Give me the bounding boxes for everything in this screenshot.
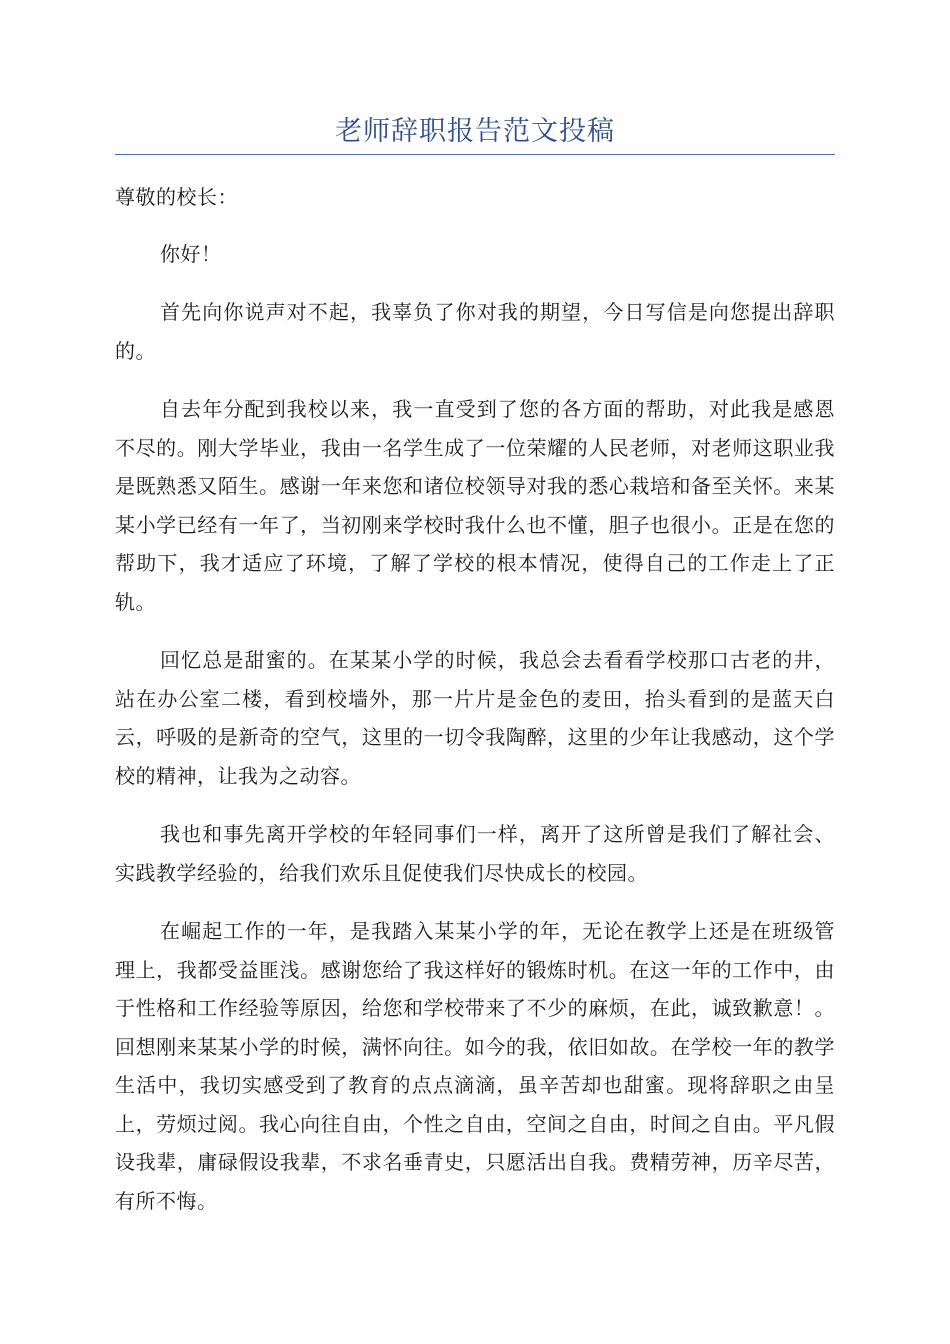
document-title: 老师辞职报告范文投稿 — [335, 116, 615, 147]
paragraph-leaving: 我也和事先离开学校的年轻同事们一样，离开了这所曾是我们了解社会、实践教学经验的，给我们欢乐且促使我们尽快成长的校园。 — [115, 822, 835, 885]
paragraph-memories: 回忆总是甜蜜的。在某某小学的时候，我总会去看看学校那口古老的井，站在办公室二楼，看到校墙外，那一片片是金色的麦田，抬头看到的是蓝天白云，呼吸的是新奇的空气，这里的一切令我陶醉，这里的少年让我感动，这个学校的精神，让我为之动容。 — [115, 648, 835, 788]
title-underline — [115, 154, 835, 155]
paragraph-reasons: 在崛起工作的一年，是我踏入某某小学的年，无论在教学上还是在班级管理上，我都受益匪浅。感谢您给了我这样好的锻炼时机。在这一年的工作中，由于性格和工作经验等原因，给您和学校带来了不少的麻烦，在此，诚致歉意！。回想刚来某某小学的时候，满怀向往。如今的我，依旧如故。在学校一年的教学生活中，我切实感受到了教育的点点滴滴，虽辛苦却也甜蜜。现将辞职之由呈上，劳烦过阅。我心向往自由，个性之自由，空间之自由，时间之自由。平凡假设我辈，庸碌假设我辈，不求名垂青史，只愿活出自我。费精劳神，历辛尽苦，有所不悔。 — [115, 919, 835, 1213]
salutation: 尊敬的校长： — [115, 185, 238, 209]
document-body — [115, 178, 835, 1240]
paragraph-greeting: 你好！ — [160, 241, 222, 266]
paragraph-apology: 首先向你说声对不起，我辜负了你对我的期望，今日写信是向您提出辞职的。 — [115, 300, 835, 363]
paragraph-gratitude: 自去年分配到我校以来，我一直受到了您的各方面的帮助，对此我是感恩不尽的。刚大学毕业，我由一名学生成了一位荣耀的人民老师，对老师这职业我是既熟悉又陌生。感谢一年来您和诸位校领导对我的悉心栽培和备至关怀。来某某小学已经有一年了，当初刚来学校时我什么也不懂，胆子也很小。正是在您的帮助下，我才适应了环境，了解了学校的根本情况，使得自己的工作走上了正轨。 — [115, 397, 835, 614]
